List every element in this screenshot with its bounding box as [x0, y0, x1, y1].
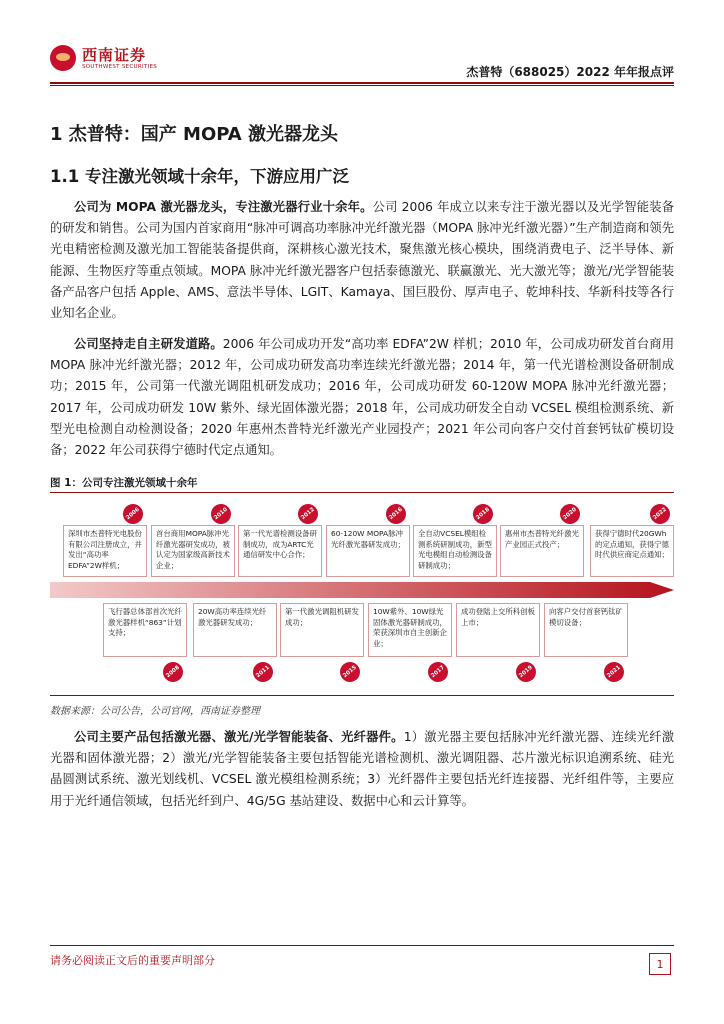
timeline-year-marker: 2019 [512, 658, 540, 686]
timeline-year-marker: 2012 [294, 500, 322, 528]
timeline-year-marker: 2006 [119, 500, 147, 528]
timeline-event-box: 首台商用MOPA脉冲光纤激光器研发成功，被认定为国家级高新技术企业； [151, 525, 235, 577]
timeline-year-marker: 2022 [646, 500, 674, 528]
timeline-year-marker: 2008 [159, 658, 187, 686]
timeline-event-box: 惠州市杰普特光纤激光产业园正式投产； [500, 525, 584, 577]
timeline-event-box: 第一代光谱检测设备研制成功，成为ARTC光通信研发中心合作； [238, 525, 322, 577]
timeline-year-marker: 2018 [469, 500, 497, 528]
header-divider-thin [50, 85, 674, 86]
timeline-event-box: 第一代激光调阻机研发成功； [280, 603, 364, 657]
paragraph-products [50, 727, 674, 812]
timeline-event-box: 向客户交付首套钙钛矿模切设备； [544, 603, 628, 657]
paragraph-rd-history [50, 334, 674, 461]
timeline-year-marker: 2015 [336, 658, 364, 686]
logo-mark-icon [50, 45, 76, 71]
timeline-event-box: 60-120W MOPA脉冲光纤激光器研发成功； [326, 525, 410, 577]
timeline-event-box: 获得宁德时代20GWh的定点通知，获得宁德时代供应商定点通知； [590, 525, 674, 577]
timeline-event-box: 10W紫外、10W绿光固体激光器研制成功，荣获深圳市自主创新企业； [368, 603, 452, 657]
paragraph-body: 1）激光器主要包括脉冲光纤激光器、连续光纤激光器和固体激光器；2）激光/光学智能装备主要包括智能光谱检测机、激光调阻器、芯片激光标识追溯系统、硅光晶圆测试系统、激光划线机、VCSEL 激光模组检测系统；3）光纤器件主要包括光纤连接器、光纤组件等，主要应用于光纤通信领域，包括光纤到户、4G/5G 基站建设、数据中心和云计算等。 [50, 730, 674, 808]
timeline-year-marker: 2016 [382, 500, 410, 528]
timeline-arrow [50, 575, 674, 605]
header-divider [50, 82, 674, 84]
timeline-event-box: 成功登陆上交所科创板上市； [456, 603, 540, 657]
figure-source: 数据来源：公司公告，公司官网，西南证券整理 [50, 706, 260, 717]
section-heading: 1 杰普特：国产 MOPA 激光器龙头 [50, 124, 339, 145]
paragraph-lead: 公司为 MOPA 激光器龙头，专注激光器行业十余年。 [74, 200, 373, 214]
paragraph-lead: 公司主要产品包括激光器、激光/光学智能装备、光纤器件。 [74, 730, 404, 744]
logo-text-cn: 西南证券 [82, 46, 147, 64]
timeline-event-box: 深圳市杰普特光电股份有限公司注册成立，并发出“高功率EDFA”2W样机； [63, 525, 147, 577]
logo-text-en: SOUTHWEST SECURITIES [82, 64, 158, 70]
timeline-event-box: 全自动VCSEL模组检测系统研制成功，新型光电模组自动检测设备研制成功； [413, 525, 497, 577]
subsection-heading: 1.1 专注激光领域十余年，下游应用广泛 [50, 167, 349, 186]
footer-disclaimer: 请务必阅读正文后的重要声明部分 [50, 954, 215, 967]
figure-title: 图 1：公司专注激光领域十余年 [50, 477, 198, 489]
timeline-event-box: 飞行器总体部首次光纤激光器样机“863”计划支持； [103, 603, 187, 657]
timeline-year-marker: 2011 [249, 658, 277, 686]
paragraph-body: 2006 年公司成功开发“高功率 EDFA”2W 样机；2010 年，公司成功研发首台商用 MOPA 脉冲光纤激光器；2012 年，公司成功研发高功率连续光纤激光器；2014 年，第一代光谱检测设备研制成功；2015 年，公司第一代激光调阻机研发成功；2016 年，公司成功研发 60-120W MOPA 脉冲光纤激光器；2017 年，公司成功研发 10W 紫外、绿光固体激光器；2018 年，公司成功研发全自动 VCSEL 模组检测系统、新型光电检测自动检测设备；2020 年惠州杰普特光纤激光产业园投产；2021 年公司向客户交付首套钙钛矿模切设备；2022 年公司获得宁德时代定点通知。 [50, 337, 674, 458]
paragraph-lead: 公司坚持走自主研发道路。 [74, 337, 223, 351]
timeline-year-marker: 2010 [207, 500, 235, 528]
timeline-event-box: 20W高功率连续光纤激光器研发成功； [193, 603, 277, 657]
figure-bottom-rule [50, 695, 674, 696]
company-logo [50, 44, 170, 78]
footer-divider [50, 945, 674, 946]
timeline-year-marker: 2020 [556, 500, 584, 528]
report-title: 杰普特（688025）2022 年年报点评 [466, 65, 674, 79]
paragraph-company-overview [50, 197, 674, 324]
paragraph-body: 公司 2006 年成立以来专注于激光器以及光学智能装备的研发和销售。公司为国内首家商用“脉冲可调高功率脉冲光纤激光器（MOPA 脉冲光纤激光器）”生产制造商和领先光电精密检测及激光加工智能装备提供商，深耕核心激光技术，聚焦激光核心模块，围绕消费电子、泛半导体、新能源、生物医疗等重点领域。MOPA 脉冲光纤激光器客户包括泰德激光、联赢激光、光大激光等；激光/光学智能装备产品客户包括 Apple、AMS、意法半导体、LGIT、Kamaya、国巨股份、厚声电子、乾坤科技、华新科技等各行业知名企业。 [50, 200, 674, 321]
timeline-year-marker: 2021 [600, 658, 628, 686]
timeline-year-marker: 2017 [424, 658, 452, 686]
page-number: 1 [649, 953, 671, 975]
figure-top-rule [50, 492, 674, 493]
